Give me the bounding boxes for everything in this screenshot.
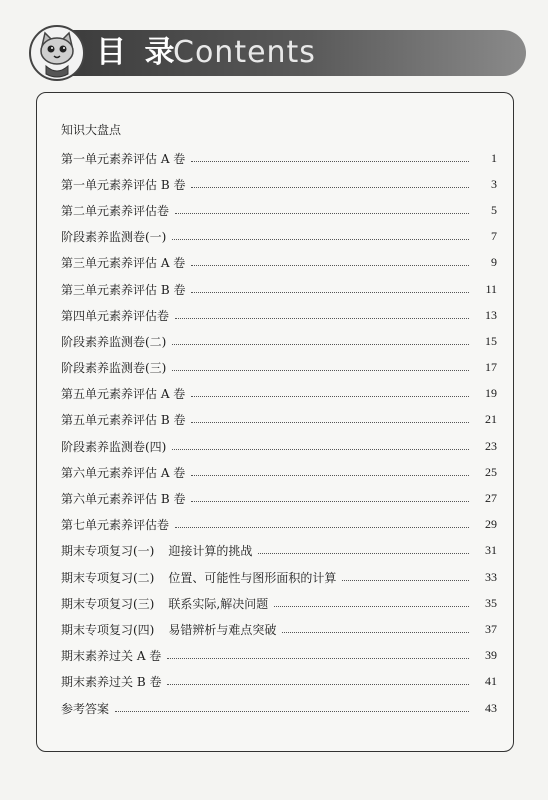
dot-leader bbox=[274, 606, 469, 607]
toc-entry-page: 33 bbox=[485, 569, 497, 584]
dot-leader bbox=[191, 422, 469, 423]
toc-entry-label: 第三单元素养评估 B 卷 bbox=[61, 282, 186, 297]
toc-entry-page: 21 bbox=[485, 412, 497, 427]
dot-leader bbox=[282, 632, 469, 633]
toc-entry-page: 11 bbox=[485, 281, 497, 296]
toc-entry[interactable] bbox=[61, 695, 497, 721]
section-title: 知识大盘点 bbox=[61, 123, 122, 137]
toc-entry-page: 23 bbox=[485, 438, 497, 453]
toc-entry[interactable] bbox=[61, 643, 497, 669]
toc-entry-label: 阶段素养监测卷(二) bbox=[61, 334, 167, 349]
toc-entry-label: 第四单元素养评估卷 bbox=[61, 308, 170, 323]
toc-entry-label: 期末专项复习(四) bbox=[61, 622, 155, 637]
toc-entry[interactable] bbox=[61, 485, 497, 511]
dot-leader bbox=[191, 161, 469, 162]
toc-entry-label: 阶段素养监测卷(四) bbox=[61, 439, 167, 454]
dot-leader bbox=[258, 553, 469, 554]
toc-entry[interactable] bbox=[61, 276, 497, 302]
dot-leader bbox=[172, 239, 469, 240]
cat-mascot-icon bbox=[28, 24, 86, 82]
toc-entry-label: 第一单元素养评估 B 卷 bbox=[61, 177, 186, 192]
toc-entry-page: 39 bbox=[485, 648, 497, 663]
dot-leader bbox=[342, 580, 469, 581]
dot-leader bbox=[191, 501, 469, 502]
toc-entry-page: 43 bbox=[485, 700, 497, 715]
toc-entry[interactable] bbox=[61, 512, 497, 538]
toc-entry-label: 第六单元素养评估 B 卷 bbox=[61, 492, 186, 507]
toc-entry-label: 期末素养过关 B 卷 bbox=[61, 675, 162, 690]
toc-panel bbox=[36, 92, 514, 752]
toc-entry-label: 期末素养过关 A 卷 bbox=[61, 649, 162, 664]
toc-entry-subtitle: 迎接计算的挑战 bbox=[168, 544, 253, 559]
dot-leader bbox=[167, 684, 469, 685]
toc-entry[interactable] bbox=[61, 459, 497, 485]
toc-entry-label: 参考答案 bbox=[61, 701, 110, 716]
toc-entry-page: 5 bbox=[491, 202, 497, 217]
toc-entry[interactable] bbox=[61, 669, 497, 695]
toc-entry[interactable] bbox=[61, 171, 497, 197]
dot-leader bbox=[172, 370, 469, 371]
dot-leader bbox=[191, 396, 469, 397]
toc-entry-label: 阶段素养监测卷(一) bbox=[61, 230, 167, 245]
toc-entry[interactable] bbox=[61, 538, 497, 564]
toc-entry[interactable] bbox=[61, 197, 497, 223]
toc-entry-page: 19 bbox=[485, 386, 497, 401]
toc-entry-label: 第五单元素养评估 A 卷 bbox=[61, 387, 186, 402]
toc-entry-subtitle: 联系实际,解决问题 bbox=[168, 596, 269, 611]
toc-entry[interactable] bbox=[61, 616, 497, 642]
toc-entry-page: 27 bbox=[485, 491, 497, 506]
toc-entry[interactable] bbox=[61, 145, 497, 171]
toc-entry-page: 17 bbox=[485, 360, 497, 375]
dot-leader bbox=[191, 292, 469, 293]
toc-entry[interactable] bbox=[61, 328, 497, 354]
dot-leader bbox=[167, 658, 469, 659]
toc-entry-label: 阶段素养监测卷(三) bbox=[61, 361, 167, 376]
toc-entry-page: 35 bbox=[485, 595, 497, 610]
toc-entry-page: 29 bbox=[485, 517, 497, 532]
toc-entry-page: 15 bbox=[485, 333, 497, 348]
dot-leader bbox=[191, 265, 469, 266]
contents-header bbox=[28, 24, 528, 82]
toc-entry[interactable] bbox=[61, 302, 497, 328]
toc-entry-label: 第一单元素养评估 A 卷 bbox=[61, 151, 186, 166]
toc-entry-label: 第七单元素养评估卷 bbox=[61, 518, 170, 533]
toc-entry-subtitle: 易错辨析与难点突破 bbox=[168, 622, 277, 637]
toc-entry-page: 25 bbox=[485, 464, 497, 479]
dot-leader bbox=[172, 449, 469, 450]
toc-entry-label: 期末专项复习(二) bbox=[61, 570, 155, 585]
toc-entry-page: 13 bbox=[485, 307, 497, 322]
toc-entry[interactable] bbox=[61, 407, 497, 433]
toc-entry-label: 第二单元素养评估卷 bbox=[61, 203, 170, 218]
toc-entry-page: 31 bbox=[485, 543, 497, 558]
toc-entry-page: 9 bbox=[491, 255, 497, 270]
toc-entry[interactable] bbox=[61, 224, 497, 250]
toc-entry[interactable] bbox=[61, 590, 497, 616]
toc-entry-label: 第六单元素养评估 A 卷 bbox=[61, 465, 186, 480]
toc-entry-page: 7 bbox=[491, 229, 497, 244]
toc-entry-label: 期末专项复习(三) bbox=[61, 596, 155, 611]
toc-entry-page: 41 bbox=[485, 674, 497, 689]
dot-leader bbox=[191, 187, 469, 188]
dot-leader bbox=[175, 527, 469, 528]
toc-entry-page: 1 bbox=[491, 150, 497, 165]
dot-leader bbox=[172, 344, 469, 345]
toc-entry-label: 第三单元素养评估 A 卷 bbox=[61, 256, 186, 271]
toc-entry-subtitle: 位置、可能性与图形面积的计算 bbox=[168, 570, 337, 585]
toc-entry[interactable] bbox=[61, 433, 497, 459]
title-english: Contents bbox=[173, 35, 316, 70]
toc-entry[interactable] bbox=[61, 564, 497, 590]
table-of-contents bbox=[61, 145, 497, 721]
dot-leader bbox=[115, 711, 469, 712]
toc-entry-label: 期末专项复习(一) bbox=[61, 544, 155, 559]
toc-entry-page: 3 bbox=[491, 176, 497, 191]
toc-entry[interactable] bbox=[61, 250, 497, 276]
dot-leader bbox=[175, 213, 469, 214]
dot-leader bbox=[191, 475, 469, 476]
dot-leader bbox=[175, 318, 469, 319]
title-chinese: 目 录 bbox=[96, 35, 179, 70]
toc-entry-label: 第五单元素养评估 B 卷 bbox=[61, 413, 186, 428]
toc-entry[interactable] bbox=[61, 381, 497, 407]
toc-entry-page: 37 bbox=[485, 621, 497, 636]
toc-entry[interactable] bbox=[61, 355, 497, 381]
